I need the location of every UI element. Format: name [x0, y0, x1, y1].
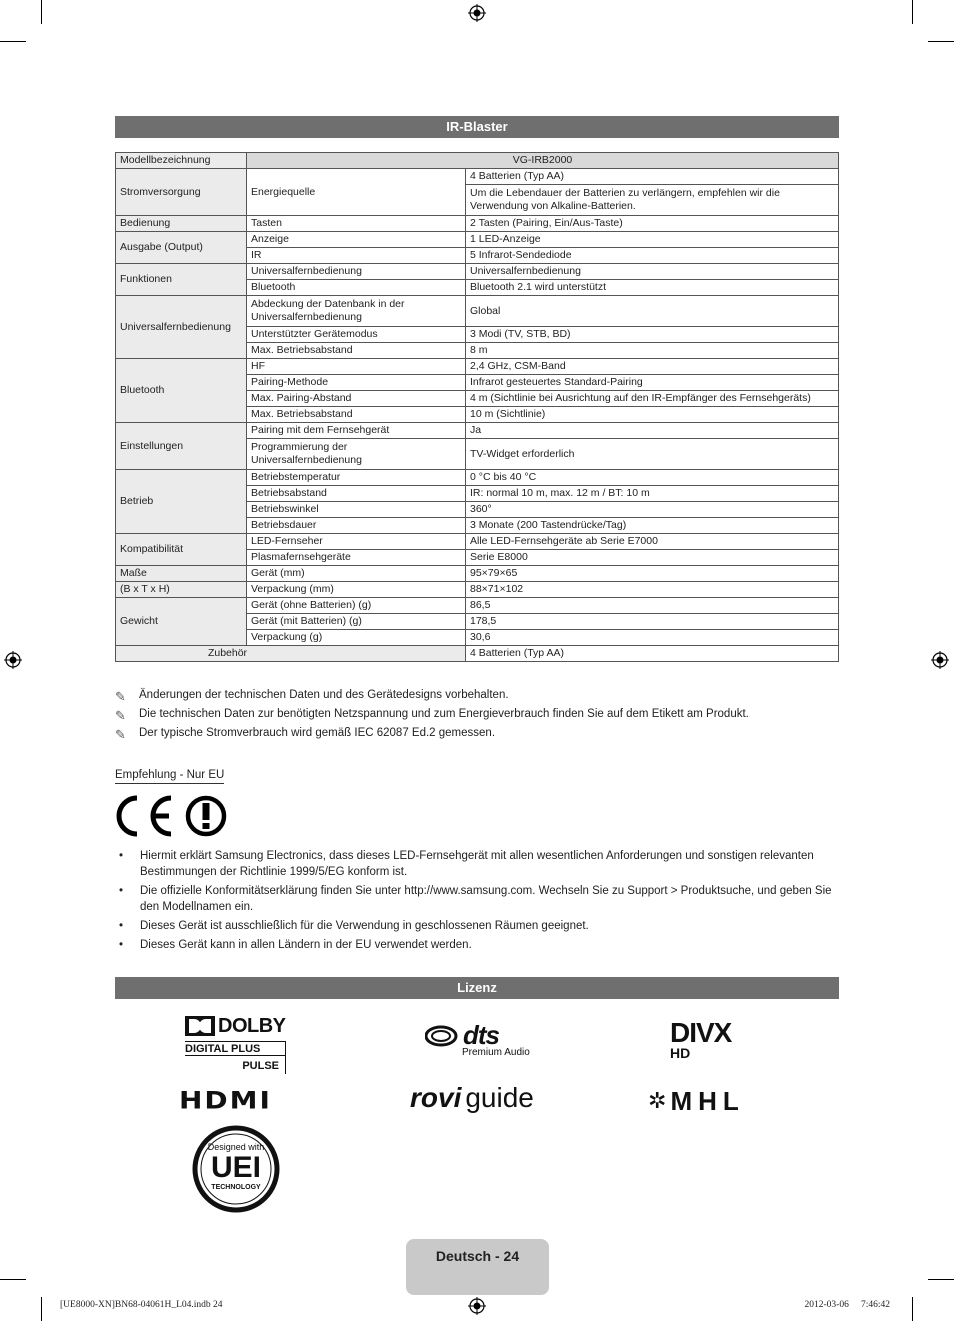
recommendation-list — [115, 848, 839, 956]
page-number-tab: Deutsch - 24 — [406, 1239, 549, 1295]
registration-mark-icon — [468, 4, 486, 22]
note-text: Die technischen Daten zur benötigten Netzspannung und zum Energieverbrauch finden Sie auf dem Etikett am Produkt. — [139, 708, 749, 720]
pencil-note-icon: ✎ — [115, 708, 126, 723]
table-row — [116, 582, 839, 598]
table-cell-value: 178,5 — [466, 614, 839, 630]
table-cell-value: 86,5 — [466, 598, 839, 614]
table-cell-value: 3 Monate (200 Tastendrücke/Tag) — [466, 518, 839, 534]
uei-technology: TECHNOLOGY — [211, 1184, 261, 1191]
table-row — [116, 216, 839, 232]
table-cell-value: 4 Batterien (Typ AA) — [466, 169, 839, 185]
bullet-text: Dieses Gerät kann in allen Ländern in der EU verwendet werden. — [140, 939, 472, 951]
table-cell-value: 1 LED-Anzeige — [466, 232, 839, 248]
table-row — [116, 232, 839, 248]
dts-word: dts — [463, 1020, 499, 1050]
table-cell-category: Kompatibilität — [116, 534, 247, 566]
divx-word: DIVX — [670, 1017, 732, 1048]
crop-mark — [928, 1279, 954, 1280]
table-cell-category: Bedienung — [116, 216, 247, 232]
table-cell-category: Bluetooth — [116, 359, 247, 423]
notes-list — [115, 689, 839, 746]
table-row — [116, 423, 839, 439]
uei-logo — [191, 1124, 281, 1214]
table-row — [116, 598, 839, 614]
file-info: [UE8000-XN]BN68-04061H_L04.indb 24 — [60, 1300, 223, 1310]
list-item — [115, 918, 839, 934]
table-cell-property: Pairing mit dem Fernsehgerät — [247, 423, 466, 439]
crop-mark — [0, 41, 26, 42]
table-cell-category: Zubehör — [116, 646, 466, 662]
table-cell-value: Um die Lebendauer der Batterien zu verlängern, empfehlen wir die Verwendung von Alkaline-Batterien. — [466, 185, 839, 216]
table-cell-property: Verpackung (mm) — [247, 582, 466, 598]
table-cell-property: Betriebsdauer — [247, 518, 466, 534]
table-row — [116, 169, 839, 185]
table-cell-value: Universalfernbedienung — [466, 264, 839, 280]
bullet-icon: • — [119, 920, 124, 932]
table-cell-value: 8 m — [466, 343, 839, 359]
mhl-word: MHL — [670, 1085, 745, 1116]
table-cell-property: Gerät (mit Batterien) (g) — [247, 614, 466, 630]
table-cell-property: Betriebstemperatur — [247, 470, 466, 486]
registration-mark-icon — [931, 651, 949, 669]
table-cell-property: Energiequelle — [247, 169, 466, 216]
note-text: Änderungen der technischen Daten und des Gerätedesigns vorbehalten. — [139, 689, 509, 701]
table-cell-value: 3 Modi (TV, STB, BD) — [466, 327, 839, 343]
dolby-double-d-icon — [185, 1016, 215, 1036]
table-cell-category: Universalfernbedienung — [116, 296, 247, 359]
table-cell-value: 4 Batterien (Typ AA) — [466, 646, 839, 662]
table-cell-category: Ausgabe (Output) — [116, 232, 247, 264]
table-cell-value: Bluetooth 2.1 wird unterstützt — [466, 280, 839, 296]
table-cell-property: Bluetooth — [247, 280, 466, 296]
dolby-digital-plus: DIGITAL PLUS — [185, 1043, 261, 1055]
section-title-ir-blaster: IR-Blaster — [115, 116, 839, 138]
table-cell-value: 10 m (Sichtlinie) — [466, 407, 839, 423]
bullet-text: Hiermit erklärt Samsung Electronics, dass dieses LED-Fernsehgerät mit allen wesentlichen Anforderungen und sonstigen relevanten Bestimmungen der Richtlinie 1999/5/EG konform ist. — [140, 850, 814, 878]
table-cell-category: Funktionen — [116, 264, 247, 296]
table-cell-value: Alle LED-Fernsehgeräte ab Serie E7000 — [466, 534, 839, 550]
table-cell-property: Betriebswinkel — [247, 502, 466, 518]
mhl-spark-icon: ✲ — [648, 1088, 667, 1113]
crop-mark — [912, 0, 913, 24]
table-cell-value: 5 Infrarot-Sendediode — [466, 248, 839, 264]
table-cell-value: Global — [466, 296, 839, 327]
table-row — [116, 646, 839, 662]
uei-word: UEI — [210, 1151, 261, 1184]
table-cell-value: 88×71×102 — [466, 582, 839, 598]
crop-mark — [41, 0, 42, 24]
table-cell-property: Pairing-Methode — [247, 375, 466, 391]
table-cell-property: Max. Betriebsabstand — [247, 407, 466, 423]
table-row — [116, 470, 839, 486]
table-cell-property: Gerät (mm) — [247, 566, 466, 582]
pencil-note-icon: ✎ — [115, 689, 126, 704]
recommendation-title: Empfehlung - Nur EU — [115, 769, 224, 784]
bullet-text: Die offizielle Konformitätserklärung finden Sie unter http://www.samsung.com. Wechseln Sie zu Support > Produktsuche, und geben Sie den Modellnamen ein. — [140, 885, 832, 913]
bullet-icon: • — [119, 850, 124, 862]
table-cell-category: Maße — [116, 566, 247, 582]
table-cell-property: Unterstützter Gerätemodus — [247, 327, 466, 343]
table-cell-category: Gewicht — [116, 598, 247, 646]
table-cell-property: Max. Pairing-Abstand — [247, 391, 466, 407]
list-item — [115, 883, 839, 915]
table-cell-property: Gerät (ohne Batterien) (g) — [247, 598, 466, 614]
table-cell-value: Infrarot gesteuertes Standard-Pairing — [466, 375, 839, 391]
table-row — [116, 566, 839, 582]
mhl-logo — [648, 1086, 788, 1116]
dolby-pulse: PULSE — [242, 1060, 279, 1072]
table-cell-value: 95×79×65 — [466, 566, 839, 582]
table-cell-value: 0 °C bis 40 °C — [466, 470, 839, 486]
hdmi-logo: HDMI — [179, 1086, 272, 1115]
dts-logo — [425, 1020, 535, 1062]
table-cell-model: VG-IRB2000 — [247, 153, 839, 169]
list-item — [115, 937, 839, 953]
table-cell-value: Serie E8000 — [466, 550, 839, 566]
table-cell-value: 4 m (Sichtlinie bei Ausrichtung auf den IR-Empfänger des Fernsehgeräts) — [466, 391, 839, 407]
table-cell-category: Modellbezeichnung — [116, 153, 247, 169]
uei-designed-with: Designed with — [207, 1142, 265, 1152]
table-cell-property: Abdeckung der Datenbank in der Universalfernbedienung — [247, 296, 466, 327]
rovi-guide-logo — [410, 1082, 550, 1118]
table-cell-property: Tasten — [247, 216, 466, 232]
table-row — [116, 296, 839, 327]
guide-word: guide — [465, 1082, 534, 1113]
rovi-word: rovi — [410, 1082, 462, 1113]
registration-mark-icon — [468, 1297, 486, 1315]
table-cell-value: IR: normal 10 m, max. 12 m / BT: 10 m — [466, 486, 839, 502]
table-cell-property: Verpackung (g) — [247, 630, 466, 646]
table-cell-value: Ja — [466, 423, 839, 439]
table-cell-value: 2,4 GHz, CSM-Band — [466, 359, 839, 375]
table-cell-value: 30,6 — [466, 630, 839, 646]
crop-mark — [41, 1297, 42, 1321]
table-cell-property: Anzeige — [247, 232, 466, 248]
table-row — [116, 264, 839, 280]
table-cell-value: 360° — [466, 502, 839, 518]
table-cell-category: Betrieb — [116, 470, 247, 534]
dolby-word: DOLBY — [218, 1014, 286, 1037]
date-info: 2012-03-06   7:46:42 — [804, 1300, 890, 1310]
table-cell-value: TV-Widget erforderlich — [466, 439, 839, 470]
spec-table — [115, 152, 839, 662]
dts-premium-audio: Premium Audio — [462, 1047, 530, 1058]
table-cell-property: Programmierung der Universalfernbedienung — [247, 439, 466, 470]
table-cell-property: Universalfernbedienung — [247, 264, 466, 280]
section-title-license: Lizenz — [115, 977, 839, 999]
table-cell-category: Einstellungen — [116, 423, 247, 470]
table-cell-property: LED-Fernseher — [247, 534, 466, 550]
table-row — [116, 359, 839, 375]
divx-hd: HD — [670, 1045, 691, 1061]
table-cell-property: Max. Betriebsabstand — [247, 343, 466, 359]
list-item — [115, 848, 839, 880]
list-item — [115, 708, 839, 727]
note-text: Der typische Stromverbrauch wird gemäß IEC 62087 Ed.2 gemessen. — [139, 727, 496, 739]
crop-mark — [912, 1297, 913, 1321]
table-row — [116, 153, 839, 169]
list-item — [115, 727, 839, 746]
list-item — [115, 689, 839, 708]
ce-alert-mark-icon — [115, 794, 230, 838]
bullet-icon: • — [119, 939, 124, 951]
crop-mark — [928, 41, 954, 42]
pencil-note-icon: ✎ — [115, 727, 126, 742]
registration-mark-icon — [4, 651, 22, 669]
table-cell-property: HF — [247, 359, 466, 375]
table-cell-category: Stromversorgung — [116, 169, 247, 216]
dts-swoosh-icon — [425, 1025, 461, 1047]
dolby-logo — [185, 1015, 290, 1071]
crop-mark — [0, 1279, 26, 1280]
table-cell-property: IR — [247, 248, 466, 264]
table-row — [116, 534, 839, 550]
table-cell-property: Betriebsabstand — [247, 486, 466, 502]
table-cell-property: Plasmafernsehgeräte — [247, 550, 466, 566]
bullet-text: Dieses Gerät ist ausschließlich für die Verwendung in geschlossenen Räumen geeignet. — [140, 920, 589, 932]
bullet-icon: • — [119, 885, 124, 897]
divx-hd-logo — [670, 1017, 770, 1062]
table-cell-category: (B x T x H) — [116, 582, 247, 598]
table-cell-value: 2 Tasten (Pairing, Ein/Aus-Taste) — [466, 216, 839, 232]
